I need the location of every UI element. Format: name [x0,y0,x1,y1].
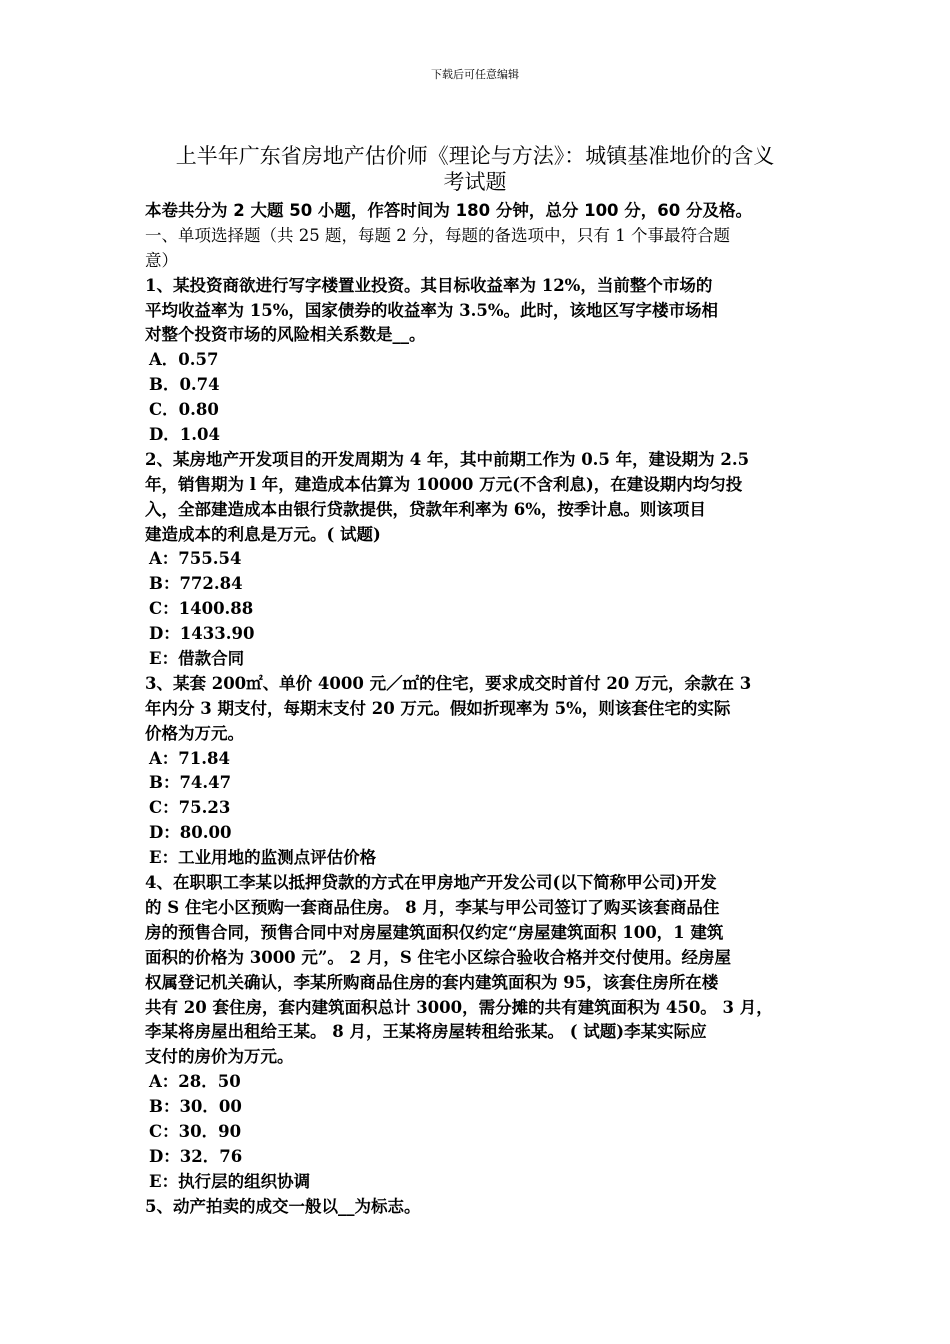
question-text-line: 入，全部建造成本由银行贷款提供，贷款年利率为 6%，按季计息。则该项目 [145,499,706,519]
question-5 [145,1195,813,1220]
question-text-line: 共有 20 套住房，套内建筑面积总计 3000，需分摊的共有建筑面积为 450。 3 月， [145,997,773,1017]
question-4 [145,871,813,1195]
question-text-line: 建造成本的利息是万元。( 试题) [145,524,381,544]
header-note: 下载后可任意编辑 [431,68,519,81]
answer-option: D：80.00 [149,823,232,843]
question-text-line: 2、某房地产开发项目的开发周期为 4 年，其中前期工作为 0.5 年，建设期为 2.5 [145,449,750,469]
answer-option: D．1.04 [149,425,220,445]
answer-option: B．0.74 [149,375,220,395]
answer-option: C：30．90 [149,1121,242,1141]
answer-option: A．0.57 [149,350,219,370]
question-2 [145,448,813,672]
answer-option: E：执行层的组织协调 [149,1171,311,1191]
section-heading-line: 一、单项选择题（共 25 题，每题 2 分，每题的备选项中，只有 1 个事最符合题 [145,225,730,245]
answer-option: D：32．76 [149,1146,243,1166]
title-line: 上半年广东省房地产估价师《理论与方法》：城镇基准地价的含义 [175,144,775,168]
answer-option: A：28．50 [149,1072,241,1092]
question-text-line: 年内分 3 期支付，每期末支付 20 万元。假如折现率为 5%，则该套住宅的实际 [145,698,731,718]
question-text-line: 对整个投资市场的风险相关系数是__。 [145,325,426,345]
question-text-line: 5、动产拍卖的成交一般以__为标志。 [145,1196,421,1216]
document-title [140,143,810,195]
document-body [145,199,813,1220]
question-text-line: 年，销售期为 l 年，建造成本估算为 10000 万元(不含利息)，在建设期内均匀投 [145,474,743,494]
answer-option: B：30．00 [149,1097,242,1117]
exam-summary: 本卷共分为 2 大题 50 小题，作答时间为 180 分钟，总分 100 分，60 分及格。 [145,201,752,220]
question-text-line: 李某将房屋出租给王某。 8 月，王某将房屋转租给张某。 ( 试题)李某实际应 [145,1022,707,1042]
answer-option: E：工业用地的监测点评估价格 [149,848,377,868]
question-text-line: 价格为万元。 [145,723,244,743]
answer-option: C．0.80 [149,400,219,420]
answer-option: C：1400.88 [149,599,254,619]
question-text-line: 支付的房价为万元。 [145,1047,294,1067]
question-text-line: 权属登记机关确认，李某所购商品住房的套内建筑面积为 95，该套住房所在楼 [145,972,719,992]
question-text-line: 房的预售合同，预售合同中对房屋建筑面积仅约定“房屋建筑面积 100，1 建筑 [145,922,724,942]
question-3 [145,672,813,871]
question-text-line: 1、某投资商欲进行写字楼置业投资。其目标收益率为 12%，当前整个市场的 [145,275,713,295]
answer-option: A：755.54 [149,549,242,569]
answer-option: D：1433.90 [149,624,255,644]
answer-option: A：71.84 [149,748,230,768]
answer-option: C：75.23 [149,798,231,818]
answer-option: B：772.84 [149,574,243,594]
section-heading-line: 意） [145,250,178,270]
answer-option: B：74.47 [149,773,232,793]
question-text-line: 面积的价格为 3000 元”。 2 月，S 住宅小区综合验收合格并交付使用。经房屋 [145,947,732,967]
question-1 [145,274,813,448]
question-text-line: 3、某套 200㎡、单价 4000 元／㎡的住宅，要求成交时首付 20 万元，余款在 3 [145,673,752,693]
question-text-line: 的 S 住宅小区预购一套商品住房。 8 月，李某与甲公司签订了购买该套商品住 [145,897,720,917]
question-text-line: 4、在职职工李某以抵押贷款的方式在甲房地产开发公司(以下简称甲公司)开发 [145,873,717,893]
answer-option: E：借款合同 [149,649,245,669]
question-text-line: 平均收益率为 15%，国家债券的收益率为 3.5%。此时，该地区写字楼市场相 [145,300,719,320]
title-line: 考试题 [443,170,507,194]
